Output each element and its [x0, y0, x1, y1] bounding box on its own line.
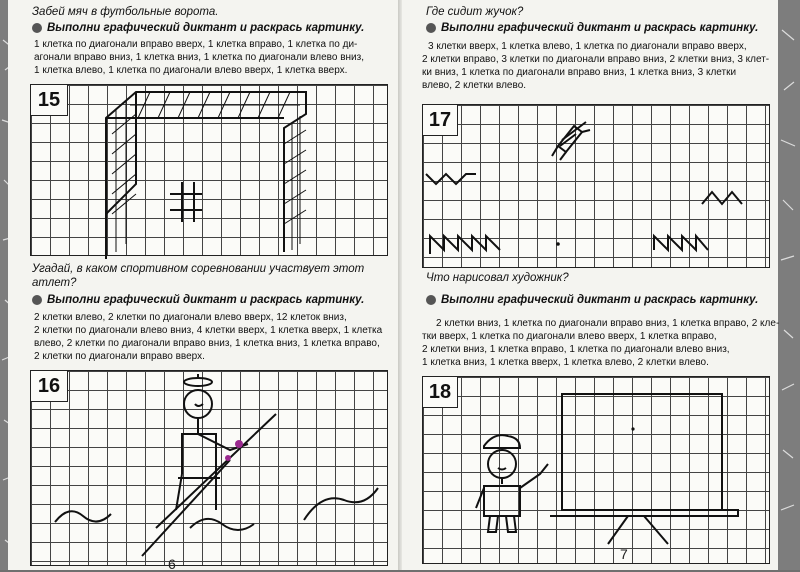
- ex18-line-4: 1 клетка вниз, 1 клетка вверх, 1 клетка влево, 2 клетки влево.: [422, 357, 709, 368]
- ex15-line-3: 1 клетка влево, 1 клетка по диагонали влево вверх, 1 клетка вверх.: [34, 65, 348, 76]
- right-edge-doodles: [778, 0, 800, 570]
- beetle-drawing: [422, 104, 768, 266]
- ex15-task-text: Выполни графический диктант и раскрась картинку.: [47, 22, 365, 34]
- ex18-task: [426, 294, 758, 306]
- athlete-drawing: [30, 370, 386, 564]
- ex18-title: Что нарисовал художник?: [426, 272, 569, 284]
- ex18-line-3: 2 клетки вниз, 1 клетка вправо, 1 клетка по диагонали влево вниз,: [422, 344, 730, 355]
- ex17-line-1: 3 клетки вверх, 1 клетка влево, 1 клетка по диагонали вправо вверх,: [428, 41, 747, 52]
- right-page: [402, 0, 778, 570]
- ex18-number-label: 18: [422, 376, 458, 408]
- left-page: [8, 0, 400, 570]
- ex16-line-3: влево, 2 клетки по диагонали вправо вниз, 1 клетка вниз, 1 клетка вправо,: [34, 338, 380, 349]
- ex18-line-2: тки вверх, 1 клетка по диагонали влево вверх, 1 клетка вправо,: [422, 331, 717, 342]
- ex16-task-text: Выполни графический диктант и раскрась картинку.: [47, 294, 365, 306]
- ex15-line-2: агонали вправо вниз, 1 клетка вниз, 1 клетка по диагонали влево вниз,: [34, 52, 364, 63]
- ex18-task-text: Выполни графический диктант и раскрась картинку.: [441, 294, 759, 306]
- ex17-line-2: 2 клетки вправо, 3 клетки по диагонали вправо вниз, 2 клетки вниз, 3 клет-: [422, 54, 770, 65]
- artist-drawing: [422, 376, 768, 562]
- ex17-number-label: 17: [422, 104, 458, 136]
- left-page-number: 6: [168, 556, 176, 572]
- ex16-line-4: 2 клетки по диагонали вправо вверх.: [34, 351, 205, 362]
- bullet-icon: [426, 23, 436, 33]
- pen-marker-icon: [235, 440, 243, 448]
- ex15-task: [32, 22, 364, 34]
- ex18-line-1: 2 клетки вниз, 1 клетка по диагонали вправо вниз, 1 клетка вправо, 2 кле-: [436, 318, 780, 329]
- ex17-task-text: Выполни графический диктант и раскрась картинку.: [441, 22, 759, 34]
- goal-drawing: [30, 84, 386, 254]
- bullet-icon: [32, 23, 42, 33]
- ex17-line-3: ки вниз, 1 клетка по диагонали вправо вниз, 1 клетка вниз, 3 клетки: [422, 67, 737, 78]
- ex15-title: Забей мяч в футбольные ворота.: [32, 6, 219, 18]
- ex17-line-4: влево, 2 клетки влево.: [422, 80, 527, 91]
- ex16-task: [32, 294, 364, 306]
- bullet-icon: [32, 295, 42, 305]
- right-page-number: 7: [620, 546, 628, 562]
- ex15-number-label: 15: [30, 84, 68, 116]
- ex17-task: [426, 22, 758, 34]
- ex16-line-1: 2 клетки влево, 2 клетки по диагонали влево вверх, 12 клеток вниз,: [34, 312, 347, 323]
- ex16-title: Угадай, в каком спортивном соревновании участвует этот атлет?: [32, 263, 365, 289]
- ex17-title: Где сидит жучок?: [426, 6, 524, 18]
- ex16-line-2: 2 клетки по диагонали влево вниз, 4 клетки вверх, 1 клетка вверх, 1 клетка: [34, 325, 383, 336]
- bullet-icon: [426, 295, 436, 305]
- ex15-line-1: 1 клетка по диагонали вправо вверх, 1 клетка вправо, 1 клетка по ди-: [34, 39, 358, 50]
- ex16-number-label: 16: [30, 370, 68, 402]
